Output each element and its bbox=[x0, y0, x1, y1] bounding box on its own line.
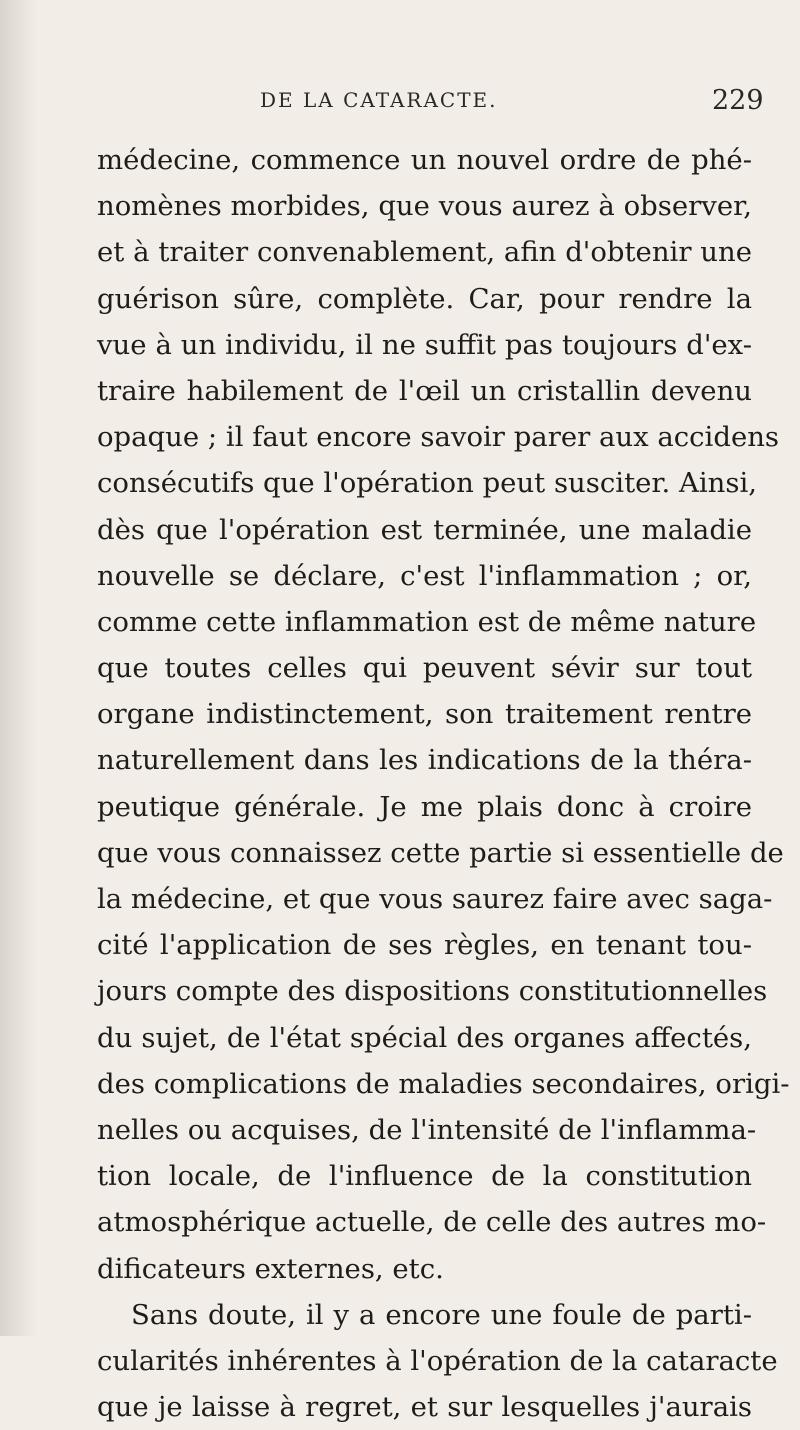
text-line: traire habilement de l'œil un cristallin devenu bbox=[97, 374, 752, 407]
text-line: atmosphérique actuelle, de celle des autres mo- bbox=[97, 1206, 767, 1239]
running-head: DE LA CATARACTE. bbox=[260, 88, 498, 112]
text-line: vue à un individu, il ne suffit pas toujours d'ex- bbox=[97, 328, 752, 361]
text-line: tion locale, de l'influence de la constitution bbox=[97, 1160, 752, 1193]
text-line: dès que l'opération est terminée, une maladie bbox=[97, 513, 752, 546]
text-line: opaque ; il faut encore savoir parer aux accidens bbox=[97, 421, 780, 454]
text-line: médecine, commence un nouvel ordre de phé- bbox=[97, 144, 752, 176]
text-line: guérison sûre, complète. Car, pour rendre la bbox=[97, 282, 752, 315]
text-line: des complications de maladies secondaires, origi- bbox=[97, 1067, 790, 1100]
text-line: Sans doute, il y a encore une foule de parti- bbox=[131, 1298, 752, 1331]
page-edge-shadow bbox=[0, 0, 38, 1336]
text-line: organe indistinctement, son traitement rentre bbox=[97, 698, 752, 731]
text-line: nouvelle se déclare, c'est l'inflammation ; or, bbox=[97, 559, 752, 592]
page-header bbox=[0, 85, 800, 128]
text-line: naturellement dans les indications de la théra- bbox=[97, 744, 752, 777]
page-number: 229 bbox=[712, 85, 764, 116]
text-line: du sujet, de l'état spécial des organes affectés, bbox=[97, 1021, 752, 1054]
text-line: la médecine, et que vous saurez faire avec saga- bbox=[97, 883, 773, 915]
text-line: nomènes morbides, que vous aurez à observer, bbox=[97, 190, 752, 223]
text-line: nelles ou acquises, de l'intensité de l'inflamma- bbox=[97, 1113, 757, 1146]
text-line: que je laisse à regret, et sur lesquelles j'aurais bbox=[97, 1391, 752, 1424]
text-line: que vous connaissez cette partie si essentielle de bbox=[97, 836, 784, 869]
text-line: dificateurs externes, etc. bbox=[97, 1252, 444, 1285]
text-line: jours compte des dispositions constitutionnelles bbox=[97, 975, 768, 1008]
text-line: que toutes celles qui peuvent sévir sur tout bbox=[97, 652, 752, 685]
text-line: comme cette inflammation est de même nature bbox=[97, 605, 757, 638]
body-text bbox=[97, 137, 790, 1430]
text-line: consécutifs que l'opération peut susciter. Ainsi, bbox=[97, 467, 758, 500]
text-line: cité l'application de ses règles, en tenant tou- bbox=[97, 929, 752, 962]
text-line: et à traiter convenablement, afin d'obtenir une bbox=[97, 236, 752, 269]
text-line: peutique générale. Je me plais donc à croire bbox=[97, 790, 752, 823]
text-line: cularités inhérentes à l'opération de la cataracte bbox=[97, 1344, 778, 1377]
